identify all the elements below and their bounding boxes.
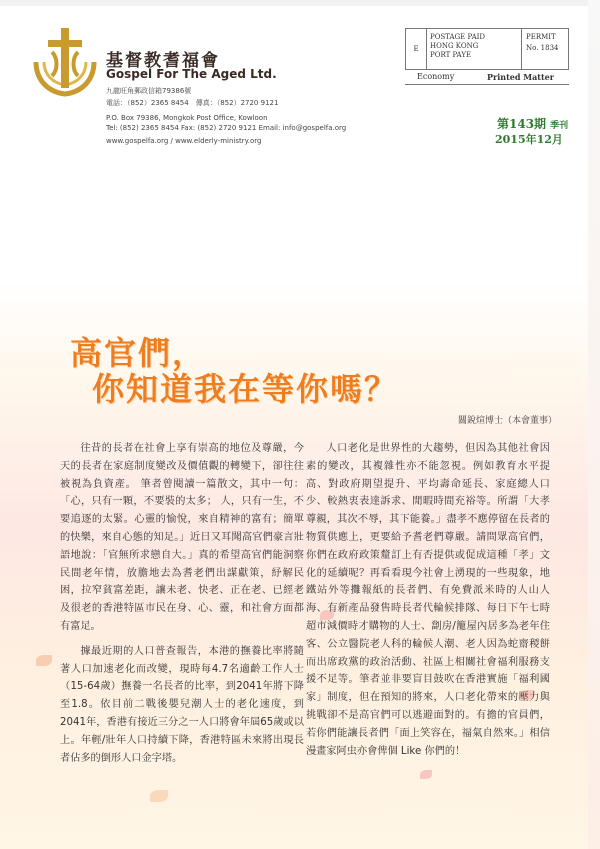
article-paragraph: 據最近期的人口普查報告，本港的撫養比率將隨著人口加速老化而改變，現時每4.7名適齡工作人士（15-64歲）撫養一名長者的比率，到2041年將下降至1.8。依目前二戰後嬰兒潮人士的老化速度，到2041年，香港有接近三分之一人口將會年屆65歲或以上。年輕/壯年人口持續下降，香港特區未來將出現長者佔多的倒形人口金字塔。: [60, 645, 304, 764]
top-band: [0, 0, 600, 6]
issue-type: 季刊: [550, 121, 569, 131]
org-name-chinese: 基督教耆福會: [106, 51, 220, 71]
flower-petal-decoration: [150, 790, 168, 802]
article-column-right: [306, 440, 550, 767]
address-line: P.O. Box 79386, Mongkok Post Office, Kowloon: [106, 114, 268, 122]
article-column-left: [60, 440, 304, 774]
org-name-english: Gospel For The Aged Ltd.: [106, 67, 277, 81]
headline-line-1: 高官們，: [70, 334, 207, 372]
author-byline: 關銳煊博士（本會董事）: [458, 416, 558, 426]
cross-logo-icon: [30, 22, 100, 98]
flower-petal-decoration: [420, 770, 432, 779]
address-line: 電話：（852）2365 8454 傳真：（852）2720 9121: [106, 99, 279, 107]
article-paragraph: 人口老化是世界性的大趨勢，但因為其他社會因素的變改，其複雜性亦不能忽視。例如教育水平提高、對政府期望提升、平均壽命延長、家庭總人口少、較熱衷表達訴求、閒暇時間充裕等。所謂「大孝尊親，其次不辱，其下能養。」盡孝不應停留在長者的物質供應上，更要給予耆老們尊嚴。請問眾高官們，你們在政府政策釐訂上有否提供或促成這種「孝」文化的延續呢？再看看現今社會上湧現的一些現象，地鐵站外等攤報紙的長者們、有免費派米時的人山人海、有新產品發售時長者代輪候排隊、每日下午七時超市減價時才購物的人士、劏房/籠屋內居多為老年住客、公立醫院老人科的輪候人潮、老人因為蛇齋稯餅而出席政黨的政治活動、社區上相關社會福利服務支援不足等。筆者並非要盲目鼓吹在香港實施「福利國家」制度，但在預知的將來，人口老化帶來的壓力與挑戰卻不是高官們可以逃避面對的。有擔的官員們，若你們能讓長者們「面上笑容在，福氣自然來。」相信漫畫家阿虫亦會俾個 Like 你們的！: [306, 443, 550, 757]
postage-line: PORT PAYE: [430, 51, 472, 59]
article-paragraph: 往昔的長者在社會上享有崇高的地位及尊嚴，今天的長者在家庭制度變改及價值觀的轉變下，卻往往被視為負資產。 筆者曾閱讀一篇散文，其中一句：「心，只有一顆，不要裝的太多； 人，只有一生，不要追逐的太緊。心靈的愉悅，來自精神的富有；簡單的快樂，來自心態的知足。」近日又耳聞高官們豪言壯語地說：「官無所求戀自大。」真的希望高官們能洞察民間老年情，放膽地去為耆老們出謀獻策，紓解民困，拉窄貧富差距，讓未老、快老、正在老、已經老及很老的香港特區市民在身、心、靈，和社會方面都有富足。: [60, 443, 304, 632]
mail-class: [405, 70, 569, 85]
right-band: [588, 0, 600, 849]
flower-petal-decoration: [36, 655, 52, 666]
address-line: 九龍旺角郵政信箱79386號: [106, 87, 192, 95]
permit-number: No. 1834: [526, 44, 559, 52]
postage-paid-text: [430, 33, 485, 60]
address-line: Tel: (852) 2365 8454 Fax: (852) 2720 9121 Email: info@gospelfa.org: [106, 124, 347, 132]
website-line: www.gospelfa.org / www.elderly-ministry.org: [106, 137, 262, 145]
printed-matter-label: Printed Matter: [487, 72, 554, 82]
postage-line: POSTAGE PAID: [430, 33, 486, 41]
permit-box: [521, 29, 569, 69]
issue-date: 2015年12月: [495, 133, 563, 146]
issue-number-text: 第143期: [497, 117, 547, 131]
postage-box: [405, 28, 569, 70]
headline-line-2: 你知道我在等你嗎？: [92, 370, 399, 408]
postage-e: E: [406, 29, 427, 69]
postage-line: HONG KONG: [430, 42, 479, 50]
issue-number: [497, 115, 568, 132]
economy-label: Economy: [417, 72, 455, 81]
permit-label: PERMIT: [526, 33, 556, 41]
